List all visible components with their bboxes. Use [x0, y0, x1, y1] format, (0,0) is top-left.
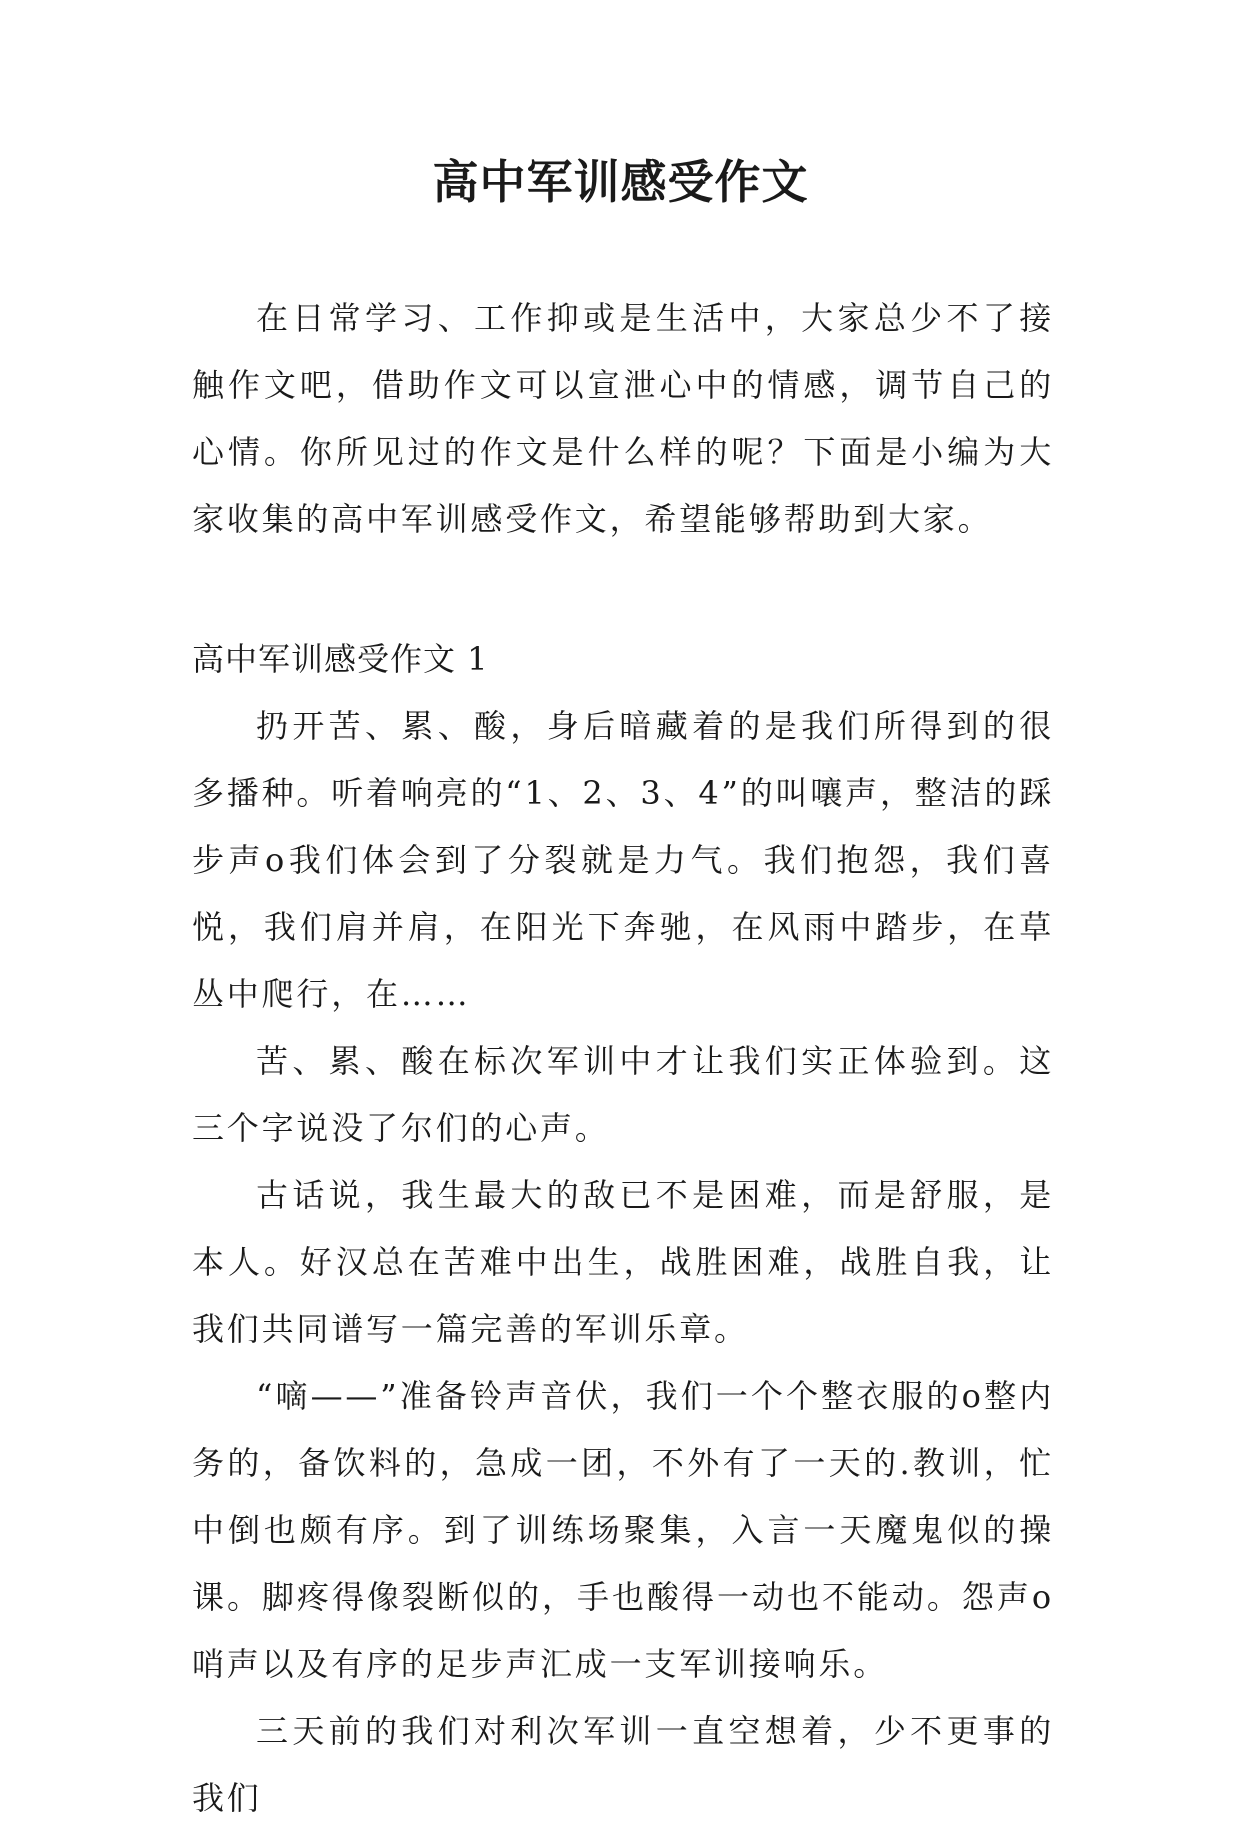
- intro-paragraph: 在日常学习、工作抑或是生活中，大家总少不了接触作文吧，借助作文可以宣泄心中的情感，调节自己的心情。你所见过的作文是什么样的呢？下面是小编为大家收集的高中军训感受作文，希望能够帮助到大家。: [192, 299, 1054, 538]
- body-paragraph: 古话说，我生最大的敌已不是困难，而是舒服，是本人。好汉总在苦难中出生，战胜困难，战胜自我，让我们共同谱写一篇完善的军训乐章。: [192, 1176, 1054, 1348]
- section-heading: 高中军训感受作文 1: [192, 640, 489, 678]
- body-paragraph: 扔开苦、累、酸，身后暗藏着的是我们所得到的很多播种。听着响亮的“1、2、3、4”的叫嚷声，整洁的踩步声o我们体会到了分裂就是力气。我们抱怨，我们喜悦，我们肩并肩，在阳光下奔驰，在风雨中踏步，在草丛中爬行，在……: [192, 707, 1054, 1013]
- document-title: 高中军训感受作文: [432, 155, 809, 209]
- body-paragraph: “嘀——”准备铃声音伏，我们一个个整衣服的o整内务的，备饮料的，急成一团，不外有了一天的.教训，忙中倒也颇有序。到了训练场聚集，入言一天魔鬼似的操课。脚疼得像裂断似的，手也酸得一动也不能动。怨声o哨声以及有序的足步声汇成一支军训接响乐。: [192, 1377, 1054, 1683]
- body-paragraph: 苦、累、酸在标次军训中才让我们实正体验到。这三个字说没了尔们的心声。: [192, 1042, 1054, 1147]
- body-paragraph: 三天前的我们对利次军训一直空想着，少不更事的我们: [192, 1712, 1054, 1817]
- document-body: [192, 285, 1054, 1832]
